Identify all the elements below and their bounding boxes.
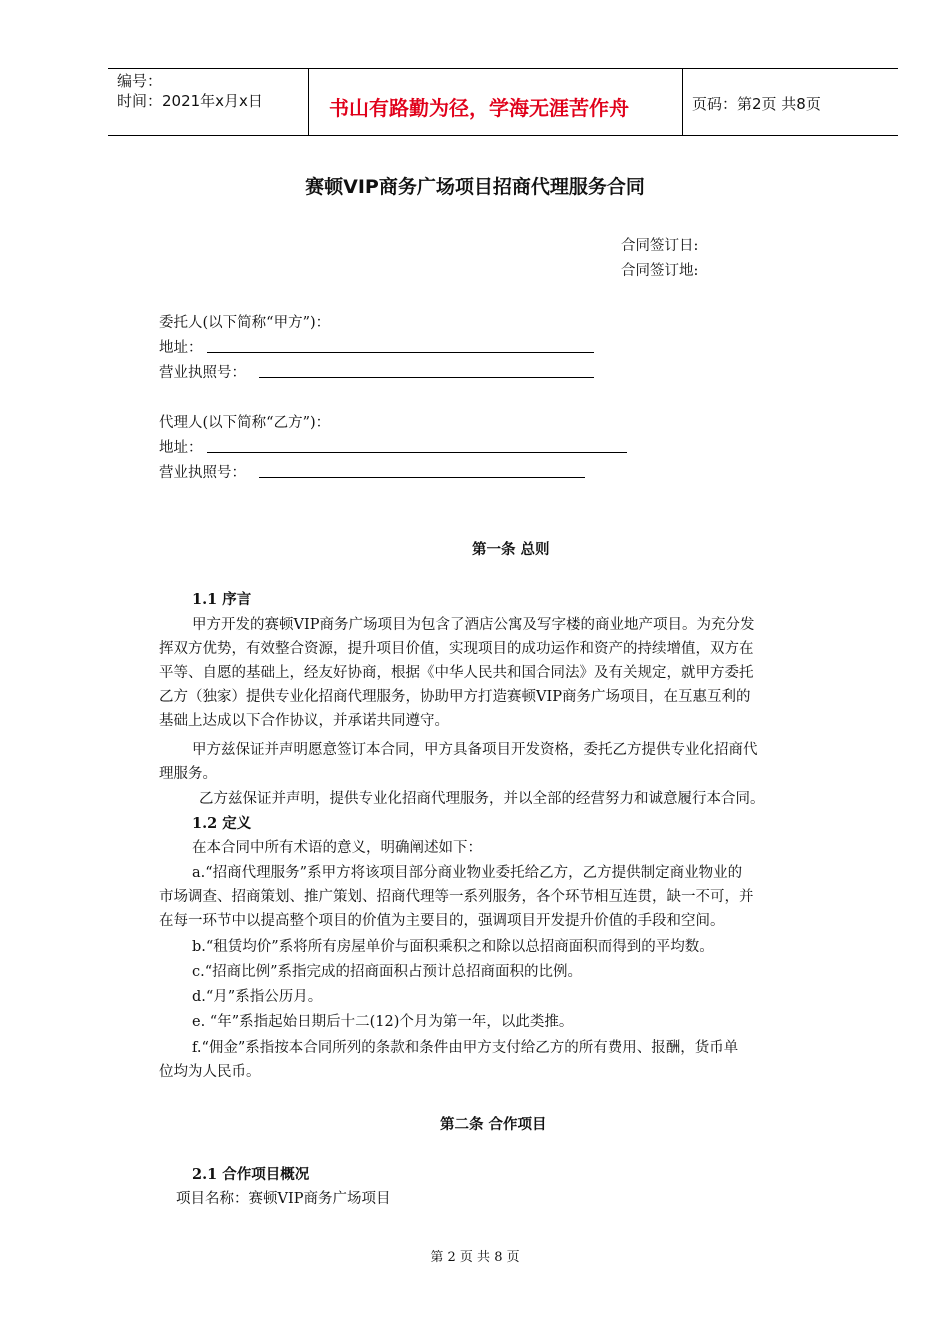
definition-line: 在本合同中所有术语的意义，明确阐述如下： [192,840,482,856]
definition-line: a.“招商代理服务”系甲方将该项目部分商业物业委托给乙方，乙方提供制定商业物业的 [192,865,743,881]
preamble-line: 甲方兹保证并声明愿意签订本合同，甲方具备项目开发资格，委托乙方提供专业化招商代 [192,742,758,758]
sign-place-label: 合同签订地: [621,263,699,279]
header-divider-right [682,68,683,136]
party-a-license-label: 营业执照号： [159,365,246,381]
definition-line: 位均为人民币。 [159,1064,261,1080]
party-b-license-line [259,477,585,478]
party-b-name: 代理人(以下简称“乙方”)： [159,415,331,431]
header-top-rule [108,68,898,69]
preamble-line: 基础上达成以下合作协议，并承诺共同遵守。 [159,713,449,729]
page-footer: 第 2 页 共 8 页 [430,1250,520,1265]
party-b-address-line [207,452,627,453]
header-bottom-rule [108,135,898,136]
section-2-1-heading: 2.1 合作项目概况 [192,1166,310,1183]
contract-title: 赛顿VIP商务广场项目招商代理服务合同 [305,176,645,198]
header-page-label: 页码：第2页 共8页 [692,95,821,113]
article-1-heading: 第一条 总则 [472,542,550,558]
preamble-line: 乙方（独家）提供专业化招商代理服务，协助甲方打造赛顿VIP商务广场项目，在互惠互利的 [159,689,751,705]
party-a-name: 委托人(以下简称“甲方”)： [159,315,331,331]
party-b-license-label: 营业执照号： [159,465,246,481]
preamble-line: 挥双方优势，有效整合资源，提升项目价值，实现项目的成功运作和资产的持续增值，双方在 [159,641,754,657]
project-name-line: 项目名称：赛顿VIP商务广场项目 [176,1191,391,1207]
party-a-address-label: 地址： [159,340,203,356]
definition-line: 在每一环节中以提高整个项目的价值为主要目的，强调项目开发提升价值的手段和空间。 [159,913,725,929]
party-a-license-line [259,377,594,378]
definition-line: d.“月”系指公历月。 [192,989,323,1005]
definition-line: e. “年”系指起始日期后十二(12)个月为第一年，以此类推。 [192,1014,574,1030]
preamble-line: 理服务。 [159,766,217,782]
definition-line: f.“佣金”系指按本合同所列的条款和条件由甲方支付给乙方的所有费用、报酬，货币单 [192,1040,739,1056]
party-b-address-label: 地址： [159,440,203,456]
definition-line: 市场调查、招商策划、推广策划、招商代理等一系列服务，各个环节相互连贯，缺一不可，并 [159,889,754,905]
sign-date-label: 合同签订日: [621,238,699,254]
header-divider-left [308,68,309,136]
header-motto: 书山有路勤为径，学海无涯苦作舟 [329,96,629,120]
article-2-heading: 第二条 合作项目 [440,1117,547,1133]
definition-line: c.“招商比例”系指完成的招商面积占预计总招商面积的比例。 [192,964,583,980]
party-a-address-line [207,352,594,353]
document-number-label: 编号： [117,72,163,90]
document-time-label: 时间：2021年x月x日 [117,92,263,110]
preamble-line: 平等、自愿的基础上，经友好协商，根据《中华人民共和国合同法》及有关规定，就甲方委托 [159,665,754,681]
section-1-1-heading: 1.1 序言 [192,591,252,608]
preamble-line: 乙方兹保证并声明，提供专业化招商代理服务，并以全部的经营努力和诚意履行本合同。 [199,791,765,807]
section-1-2-heading: 1.2 定义 [192,815,252,832]
definition-line: b.“租赁均价”系将所有房屋单价与面积乘积之和除以总招商面积而得到的平均数。 [192,939,714,955]
preamble-line: 甲方开发的赛顿VIP商务广场项目为包含了酒店公寓及写字楼的商业地产项目。为充分发 [192,617,755,633]
